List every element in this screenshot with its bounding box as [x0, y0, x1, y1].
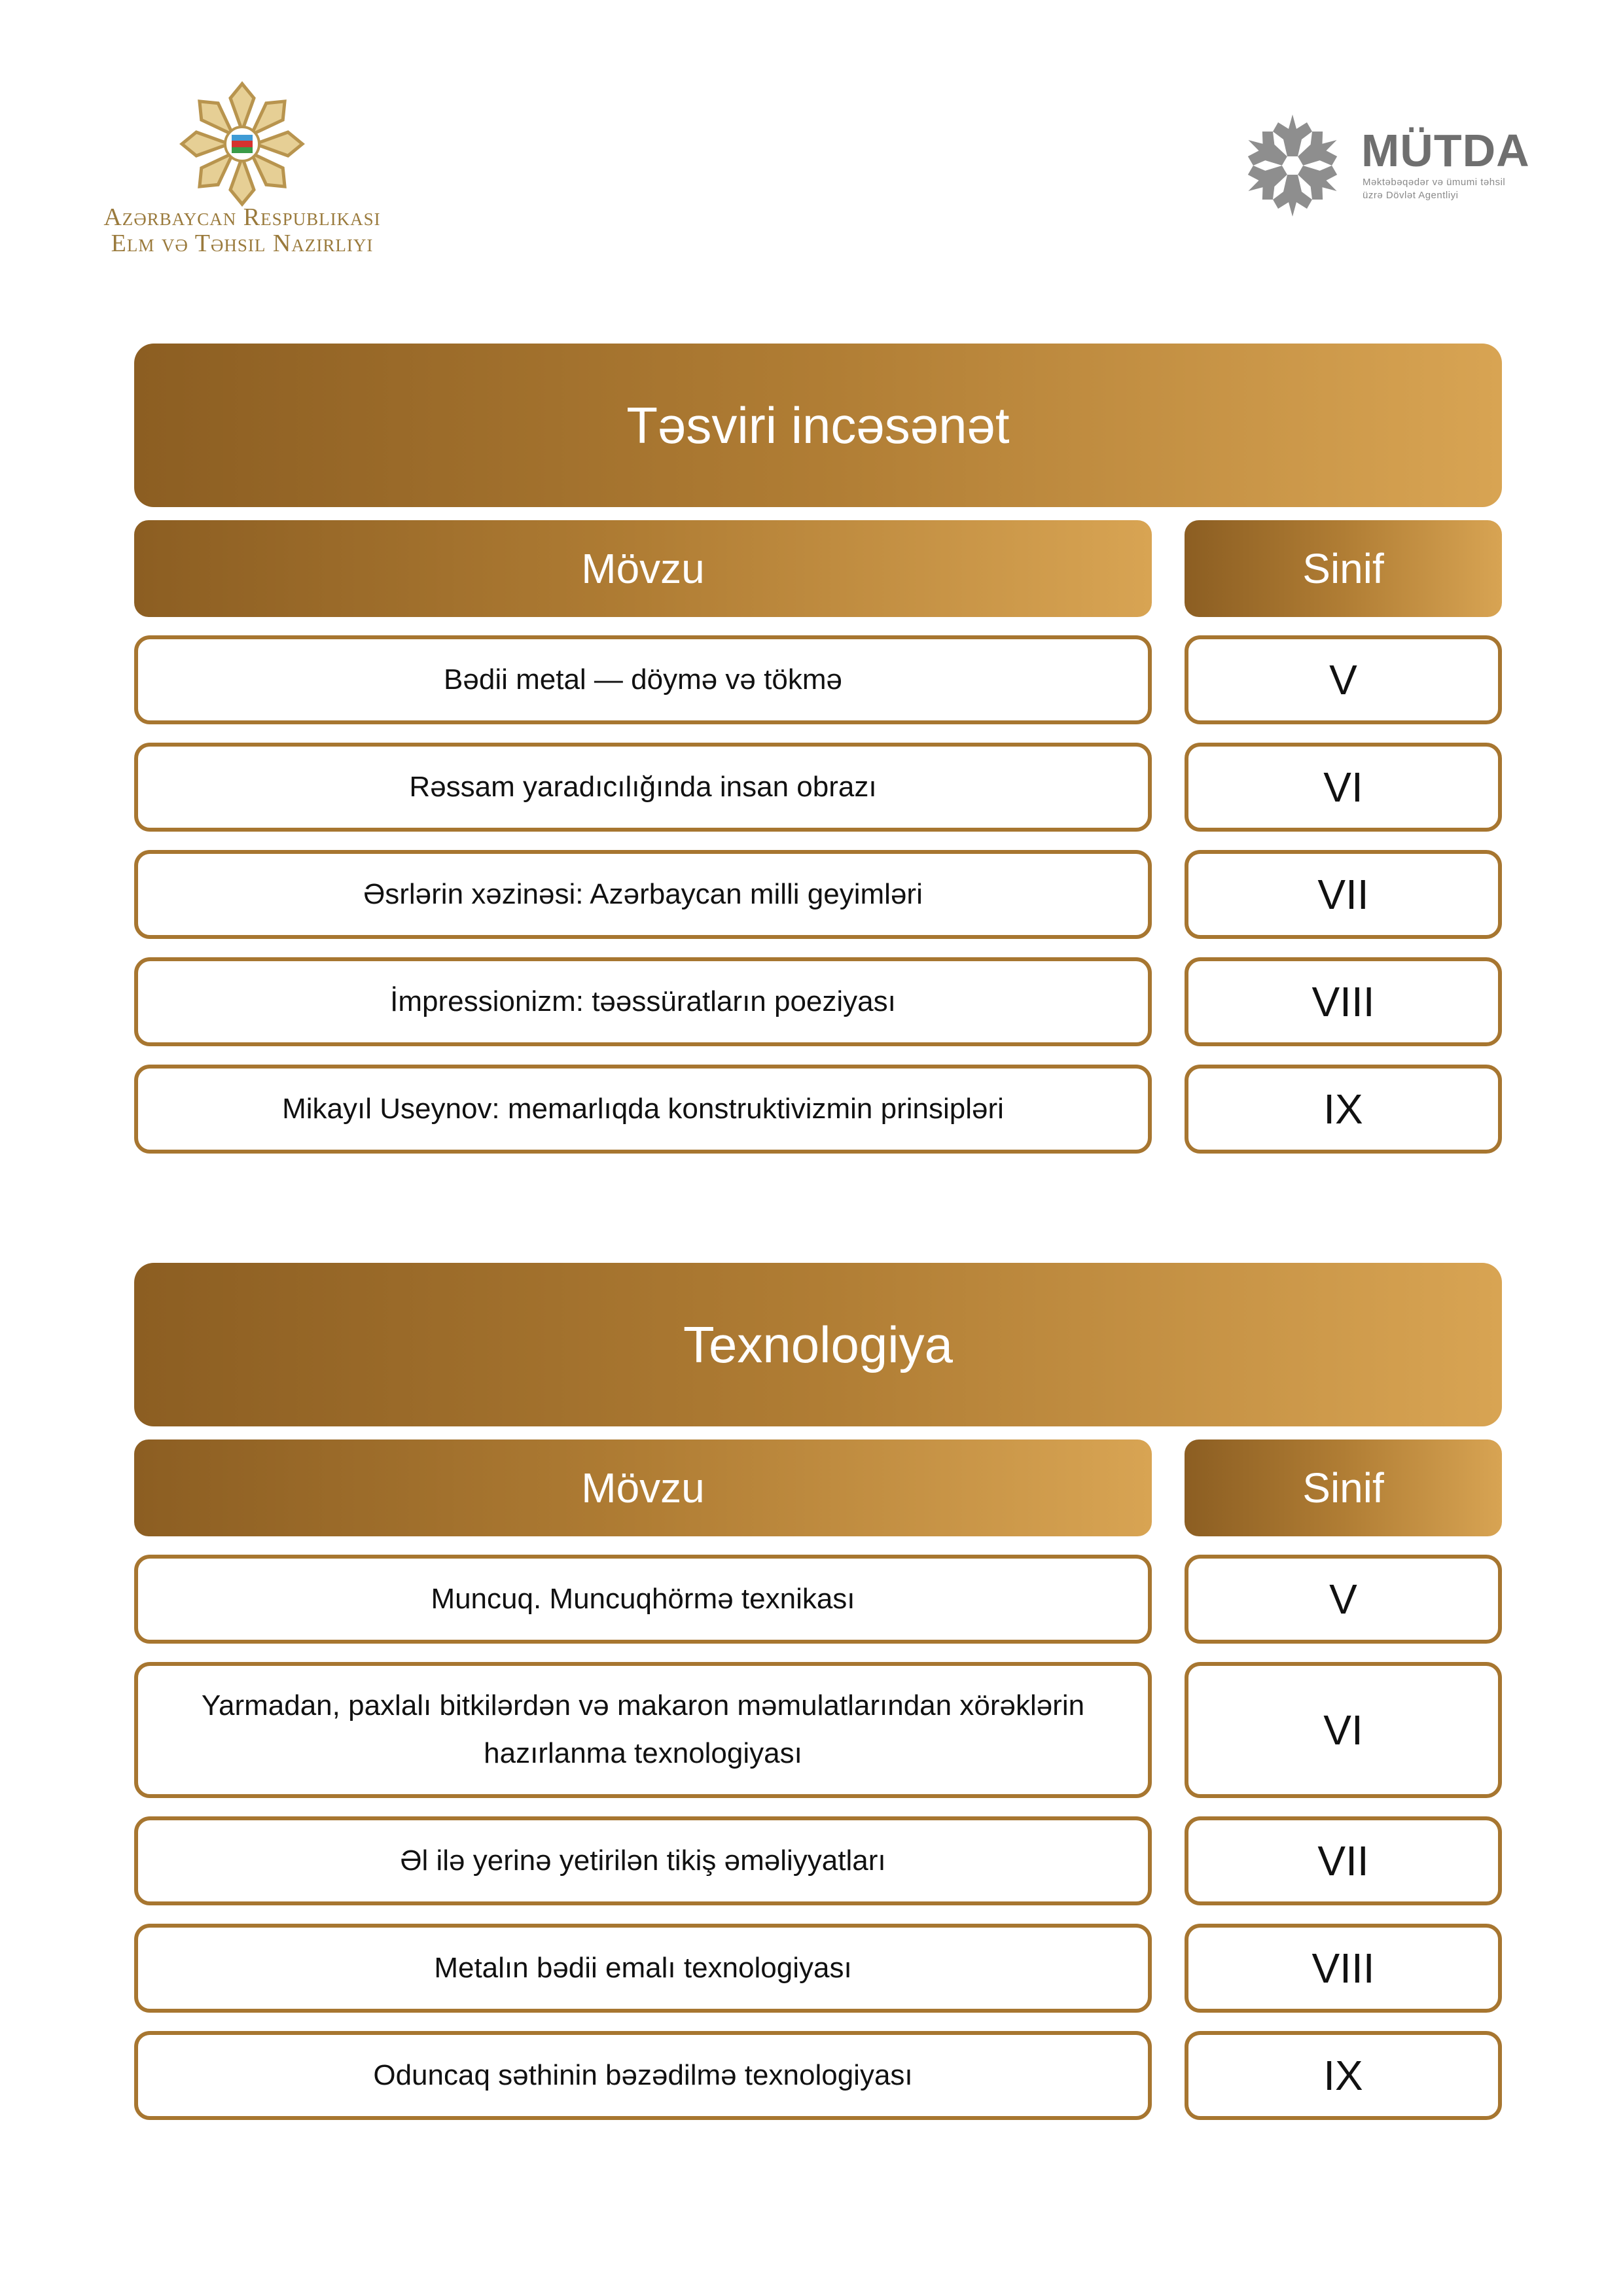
topic-cell: Metalın bədii emalı texnologiyası — [134, 1924, 1152, 2013]
table-row — [134, 1662, 1502, 1798]
table-body — [134, 635, 1502, 1154]
table-row — [134, 957, 1502, 1046]
agency-logo — [1237, 105, 1551, 222]
ministry-name-line1: Azərbaycan Respublikası — [103, 203, 381, 231]
agency-subtitle-line1: Məktəbəqədər və ümumi təhsil — [1363, 177, 1506, 188]
grade-cell: IX — [1185, 1065, 1502, 1154]
column-header-grade: Sinif — [1185, 520, 1502, 617]
table-row — [134, 1065, 1502, 1154]
column-header-topic: Mövzu — [134, 1439, 1152, 1536]
table-row — [134, 850, 1502, 939]
section-title: Təsviri incəsənət — [134, 344, 1502, 507]
azerbaijan-emblem-icon — [177, 79, 308, 209]
topic-cell: Əsrlərin xəzinəsi: Azərbaycan milli geyimləri — [134, 850, 1152, 939]
column-header-grade: Sinif — [1185, 1439, 1502, 1536]
topic-cell: Yarmadan, paxlalı bitkilərdən və makaron məmulatlarından xörəklərin hazırlanma texnologiyası — [134, 1662, 1152, 1798]
grade-cell: V — [1185, 1555, 1502, 1644]
section-texnologiya — [134, 1263, 1502, 2138]
topic-cell: İmpressionizm: təəssüratların poeziyası — [134, 957, 1152, 1046]
table-row — [134, 1924, 1502, 2013]
topic-cell: Mikayıl Useynov: memarlıqda konstruktivizmin prinsipləri — [134, 1065, 1152, 1154]
ministry-name-line2: Elm və Təhsil Nazirliyi — [111, 230, 374, 257]
grade-cell: V — [1185, 635, 1502, 724]
agency-name: MÜTDA — [1361, 125, 1530, 176]
table-header — [134, 1439, 1502, 1536]
grade-cell: VI — [1185, 1662, 1502, 1798]
topic-cell: Bədii metal — döymə və tökmə — [134, 635, 1152, 724]
topic-cell: Rəssam yaradıcılığında insan obrazı — [134, 743, 1152, 832]
topic-cell: Əl ilə yerinə yetirilən tikiş əməliyyatları — [134, 1816, 1152, 1905]
grade-cell: VII — [1185, 1816, 1502, 1905]
grade-cell: VIII — [1185, 957, 1502, 1046]
mutda-mark-icon — [1237, 110, 1348, 221]
section-title: Texnologiya — [134, 1263, 1502, 1426]
grade-cell: VIII — [1185, 1924, 1502, 2013]
table-row — [134, 2031, 1502, 2120]
ministry-logo — [79, 72, 419, 268]
table-row — [134, 1816, 1502, 1905]
topic-cell: Oduncaq səthinin bəzədilmə texnologiyası — [134, 2031, 1152, 2120]
grade-cell: VI — [1185, 743, 1502, 832]
agency-subtitle-line2: üzrə Dövlət Agentliyi — [1363, 190, 1459, 201]
table-header — [134, 520, 1502, 617]
table-row — [134, 635, 1502, 724]
grade-cell: VII — [1185, 850, 1502, 939]
table-row — [134, 743, 1502, 832]
table-body — [134, 1555, 1502, 2120]
section-tesviri-incesenet — [134, 344, 1502, 1172]
grade-cell: IX — [1185, 2031, 1502, 2120]
column-header-topic: Mövzu — [134, 520, 1152, 617]
topic-cell: Muncuq. Muncuqhörmə texnikası — [134, 1555, 1152, 1644]
table-row — [134, 1555, 1502, 1644]
